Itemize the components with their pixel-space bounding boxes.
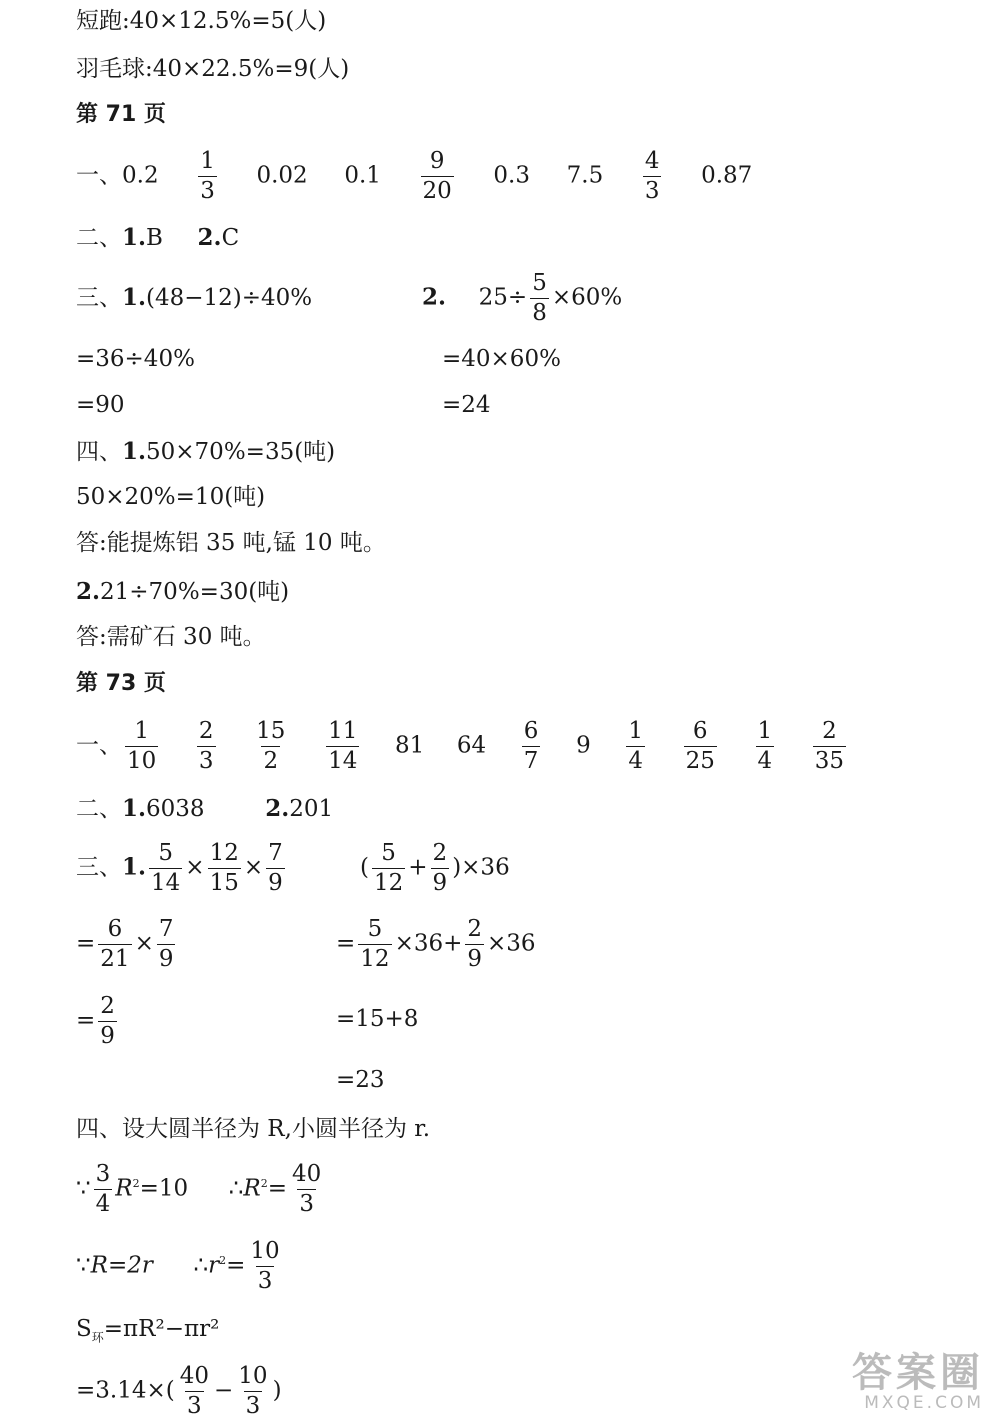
item-number: 1. bbox=[122, 224, 147, 251]
expression: (48−12)÷40% bbox=[146, 285, 313, 311]
item-number: 1. bbox=[122, 853, 147, 881]
denominator: 14 bbox=[151, 870, 181, 896]
page-73-heading: 第 73 页 bbox=[76, 671, 166, 696]
p73-s4-eq2: ∵R=2r $\therefore r^2=$ $\frac{10}{3}$ bbox=[76, 1238, 280, 1294]
p71-s3-q2-line1 bbox=[422, 272, 622, 325]
fraction bbox=[684, 720, 717, 773]
fraction bbox=[197, 720, 216, 773]
denominator: 10 bbox=[127, 748, 157, 774]
numerator: 10 bbox=[250, 1238, 280, 1264]
item-number: 1. bbox=[122, 284, 147, 311]
item-number: 2. bbox=[265, 795, 290, 822]
denominator: 3 bbox=[200, 178, 215, 204]
because-symbol: ∵ bbox=[76, 1252, 91, 1279]
p71-section-1 bbox=[76, 150, 752, 203]
sprint-line: 短跑:40×12.5%=5(人) bbox=[76, 8, 327, 34]
expression: =πR²−πr² bbox=[103, 1316, 220, 1342]
answer: 0.2 bbox=[122, 162, 159, 189]
p73-s3-q1-line2: = $\frac{6}{21}$ × $\frac{7}{9}$ bbox=[76, 916, 174, 972]
section-label: 二、 bbox=[76, 796, 122, 822]
answer: 9 bbox=[576, 732, 591, 759]
fraction bbox=[198, 150, 217, 203]
fraction bbox=[643, 150, 662, 203]
numerator: 7 bbox=[268, 840, 283, 866]
fraction bbox=[756, 720, 775, 773]
item-number: 1. bbox=[122, 795, 147, 822]
fraction bbox=[178, 1365, 211, 1418]
section-label: 一、 bbox=[76, 162, 122, 189]
denominator: 3 bbox=[257, 1268, 273, 1294]
p73-section-1 bbox=[76, 720, 849, 773]
p71-s4-answer1: 答:能提炼铝 35 吨,锰 10 吨。 bbox=[76, 530, 386, 556]
numerator: 4 bbox=[644, 148, 660, 174]
answer: 0.1 bbox=[344, 162, 381, 189]
expression: R=2r bbox=[90, 1252, 153, 1279]
denominator: 14 bbox=[328, 748, 358, 774]
item-number: 2. bbox=[422, 283, 447, 311]
denominator: 4 bbox=[628, 748, 643, 774]
because-symbol: ∵ bbox=[76, 1175, 91, 1202]
section-label: 三、 bbox=[76, 285, 122, 311]
denominator: 20 bbox=[422, 178, 452, 204]
denominator: 35 bbox=[814, 748, 845, 774]
denominator: 3 bbox=[187, 1393, 202, 1419]
watermark bbox=[852, 1350, 984, 1413]
numerator: 15 bbox=[256, 718, 286, 744]
watermark-logo: 答案圈 bbox=[852, 1350, 984, 1396]
fraction bbox=[248, 1240, 281, 1293]
p71-s3-q2-line3: =24 bbox=[442, 392, 491, 418]
p73-s4-area: $S_环=\pi R^2-\pi r^2$ bbox=[76, 1316, 220, 1345]
expression: )×36 bbox=[452, 854, 510, 881]
numerator: 6 bbox=[692, 718, 708, 744]
fraction bbox=[530, 272, 549, 325]
answer: 7.5 bbox=[566, 162, 604, 189]
denominator: 4 bbox=[757, 748, 773, 774]
denominator: 3 bbox=[245, 1393, 261, 1419]
p73-s3-q2-line4: =23 bbox=[336, 1067, 385, 1093]
fraction bbox=[236, 1365, 269, 1418]
answer: 201 bbox=[289, 796, 334, 822]
numerator: 1 bbox=[134, 718, 149, 744]
p73-section-2 bbox=[76, 797, 333, 821]
p73-s3-q2-line2: = $\frac{5}{12}$ ×36+ $\frac{2}{9}$ ×36 bbox=[336, 916, 536, 972]
fraction bbox=[125, 720, 158, 773]
fraction bbox=[290, 1163, 323, 1216]
expression: ×60% bbox=[551, 284, 623, 311]
item-number: 2. bbox=[76, 578, 101, 605]
expression: =10 bbox=[139, 1175, 189, 1202]
section-label: 一、 bbox=[76, 732, 122, 759]
p71-s4-line3 bbox=[76, 580, 289, 604]
numerator: 5 bbox=[367, 916, 383, 942]
answer: 0.02 bbox=[256, 162, 308, 189]
p71-s4-line1 bbox=[76, 440, 335, 464]
numerator: 2 bbox=[467, 916, 483, 942]
numerator: 1 bbox=[200, 148, 215, 174]
fraction bbox=[157, 918, 176, 971]
p73-s3-q2-line3: =15+8 bbox=[336, 1006, 419, 1032]
fraction bbox=[149, 842, 182, 895]
numerator: 11 bbox=[328, 718, 358, 744]
p71-s3-q1-line3: =90 bbox=[76, 392, 125, 418]
p71-s3-q1-line2: =36÷40% bbox=[76, 346, 195, 372]
numerator: 5 bbox=[158, 840, 173, 866]
answer: 0.87 bbox=[701, 162, 753, 189]
denominator: 21 bbox=[100, 946, 130, 972]
denominator: 9 bbox=[268, 870, 283, 896]
ring-subscript: 环 bbox=[91, 1330, 104, 1345]
fraction bbox=[98, 995, 117, 1048]
fraction bbox=[431, 842, 450, 895]
numerator: 2 bbox=[100, 993, 115, 1019]
denominator: 3 bbox=[198, 748, 214, 774]
fraction bbox=[626, 720, 645, 773]
numerator: 40 bbox=[292, 1161, 322, 1187]
expression: ×36+ bbox=[394, 930, 463, 957]
expression: ×36 bbox=[487, 930, 536, 957]
watermark-url: MXQE.COM bbox=[864, 1393, 984, 1413]
denominator: 9 bbox=[432, 870, 448, 896]
denominator: 15 bbox=[209, 870, 239, 896]
p71-section-2 bbox=[76, 226, 239, 250]
answer: 81 bbox=[394, 732, 425, 759]
denominator: 9 bbox=[100, 1023, 115, 1049]
numerator: 10 bbox=[238, 1363, 268, 1389]
section-label: 四、 bbox=[76, 439, 122, 465]
therefore-symbol: ∴ bbox=[228, 1175, 244, 1202]
expression: 21÷70%=30(吨) bbox=[100, 579, 290, 605]
denominator: 9 bbox=[158, 946, 174, 972]
numerator: 7 bbox=[158, 916, 174, 942]
item-number: 1. bbox=[122, 438, 147, 465]
denominator: 12 bbox=[360, 946, 390, 972]
fraction bbox=[326, 720, 359, 773]
numerator: 40 bbox=[179, 1363, 210, 1389]
numerator: 12 bbox=[209, 840, 239, 866]
p73-s3-q1-line3: = $\frac{2}{9}$ bbox=[76, 993, 115, 1049]
fraction bbox=[94, 1163, 113, 1216]
fraction bbox=[522, 720, 541, 773]
answer: 0.3 bbox=[493, 162, 530, 189]
numerator: 6 bbox=[523, 718, 539, 744]
p73-s3-q1-line1: 三、1. $\frac{5}{14}$ × $\frac{12}{15}$ × $\frac{7}{9}$ bbox=[76, 840, 283, 896]
expression: 50×70%=35(吨) bbox=[146, 439, 336, 465]
numerator: 1 bbox=[628, 718, 643, 744]
answer: C bbox=[221, 225, 240, 251]
fraction bbox=[421, 150, 454, 203]
expression: =3.14×( bbox=[76, 1377, 175, 1404]
answer: 6038 bbox=[146, 796, 205, 822]
numerator: 5 bbox=[381, 840, 396, 866]
fraction bbox=[98, 918, 131, 971]
denominator: 3 bbox=[644, 178, 660, 204]
numerator: 6 bbox=[107, 916, 123, 942]
denominator: 7 bbox=[523, 748, 539, 774]
fraction bbox=[372, 842, 405, 895]
answer: 64 bbox=[456, 732, 487, 759]
therefore-symbol: ∴ bbox=[193, 1252, 209, 1279]
p73-s4-last: =3.14×( $\frac{40}{3}$ − $\frac{10}{3}$ ) bbox=[76, 1363, 282, 1419]
numerator: 2 bbox=[198, 718, 214, 744]
denominator: 12 bbox=[373, 870, 404, 896]
item-number: 2. bbox=[197, 224, 222, 251]
fraction bbox=[266, 842, 285, 895]
denominator: 9 bbox=[467, 946, 483, 972]
p71-s4-line2: 50×20%=10(吨) bbox=[76, 484, 266, 510]
p71-s4-answer2: 答:需矿石 30 吨。 bbox=[76, 624, 266, 650]
fraction bbox=[813, 720, 846, 773]
fraction bbox=[358, 918, 391, 971]
section-label: 二、 bbox=[76, 225, 122, 251]
denominator: 2 bbox=[263, 748, 279, 774]
page-71-heading: 第 71 页 bbox=[76, 102, 166, 127]
section-label: 三、 bbox=[76, 854, 122, 881]
badminton-line: 羽毛球:40×22.5%=9(人) bbox=[76, 56, 350, 82]
p73-s3-q2-line1: ( $\frac{5}{12}$ + $\frac{2}{9}$ )×36 bbox=[360, 840, 510, 896]
expression: 25÷ bbox=[478, 284, 528, 311]
denominator: 25 bbox=[685, 748, 715, 774]
p71-s3-q1-line1 bbox=[76, 286, 312, 310]
numerator: 1 bbox=[757, 718, 773, 744]
numerator: 3 bbox=[95, 1161, 111, 1187]
fraction bbox=[465, 918, 484, 971]
numerator: 2 bbox=[822, 718, 837, 744]
numerator: 2 bbox=[432, 840, 448, 866]
denominator: 4 bbox=[95, 1191, 111, 1217]
denominator: 3 bbox=[299, 1191, 314, 1217]
p73-s4-eq1: ∵ $\frac{3}{4}$ $R^2=10$ $\therefore R^2=$ $\frac{40}{3}$ bbox=[76, 1161, 322, 1217]
numerator: 5 bbox=[532, 270, 547, 296]
p71-s3-q2-line2: =40×60% bbox=[442, 346, 561, 372]
fraction bbox=[254, 720, 287, 773]
fraction bbox=[208, 842, 241, 895]
answer: B bbox=[146, 225, 163, 251]
numerator: 9 bbox=[429, 148, 445, 174]
denominator: 8 bbox=[532, 300, 547, 326]
p73-s4-intro: 四、设大圆半径为 R,小圆半径为 r. bbox=[76, 1116, 431, 1142]
